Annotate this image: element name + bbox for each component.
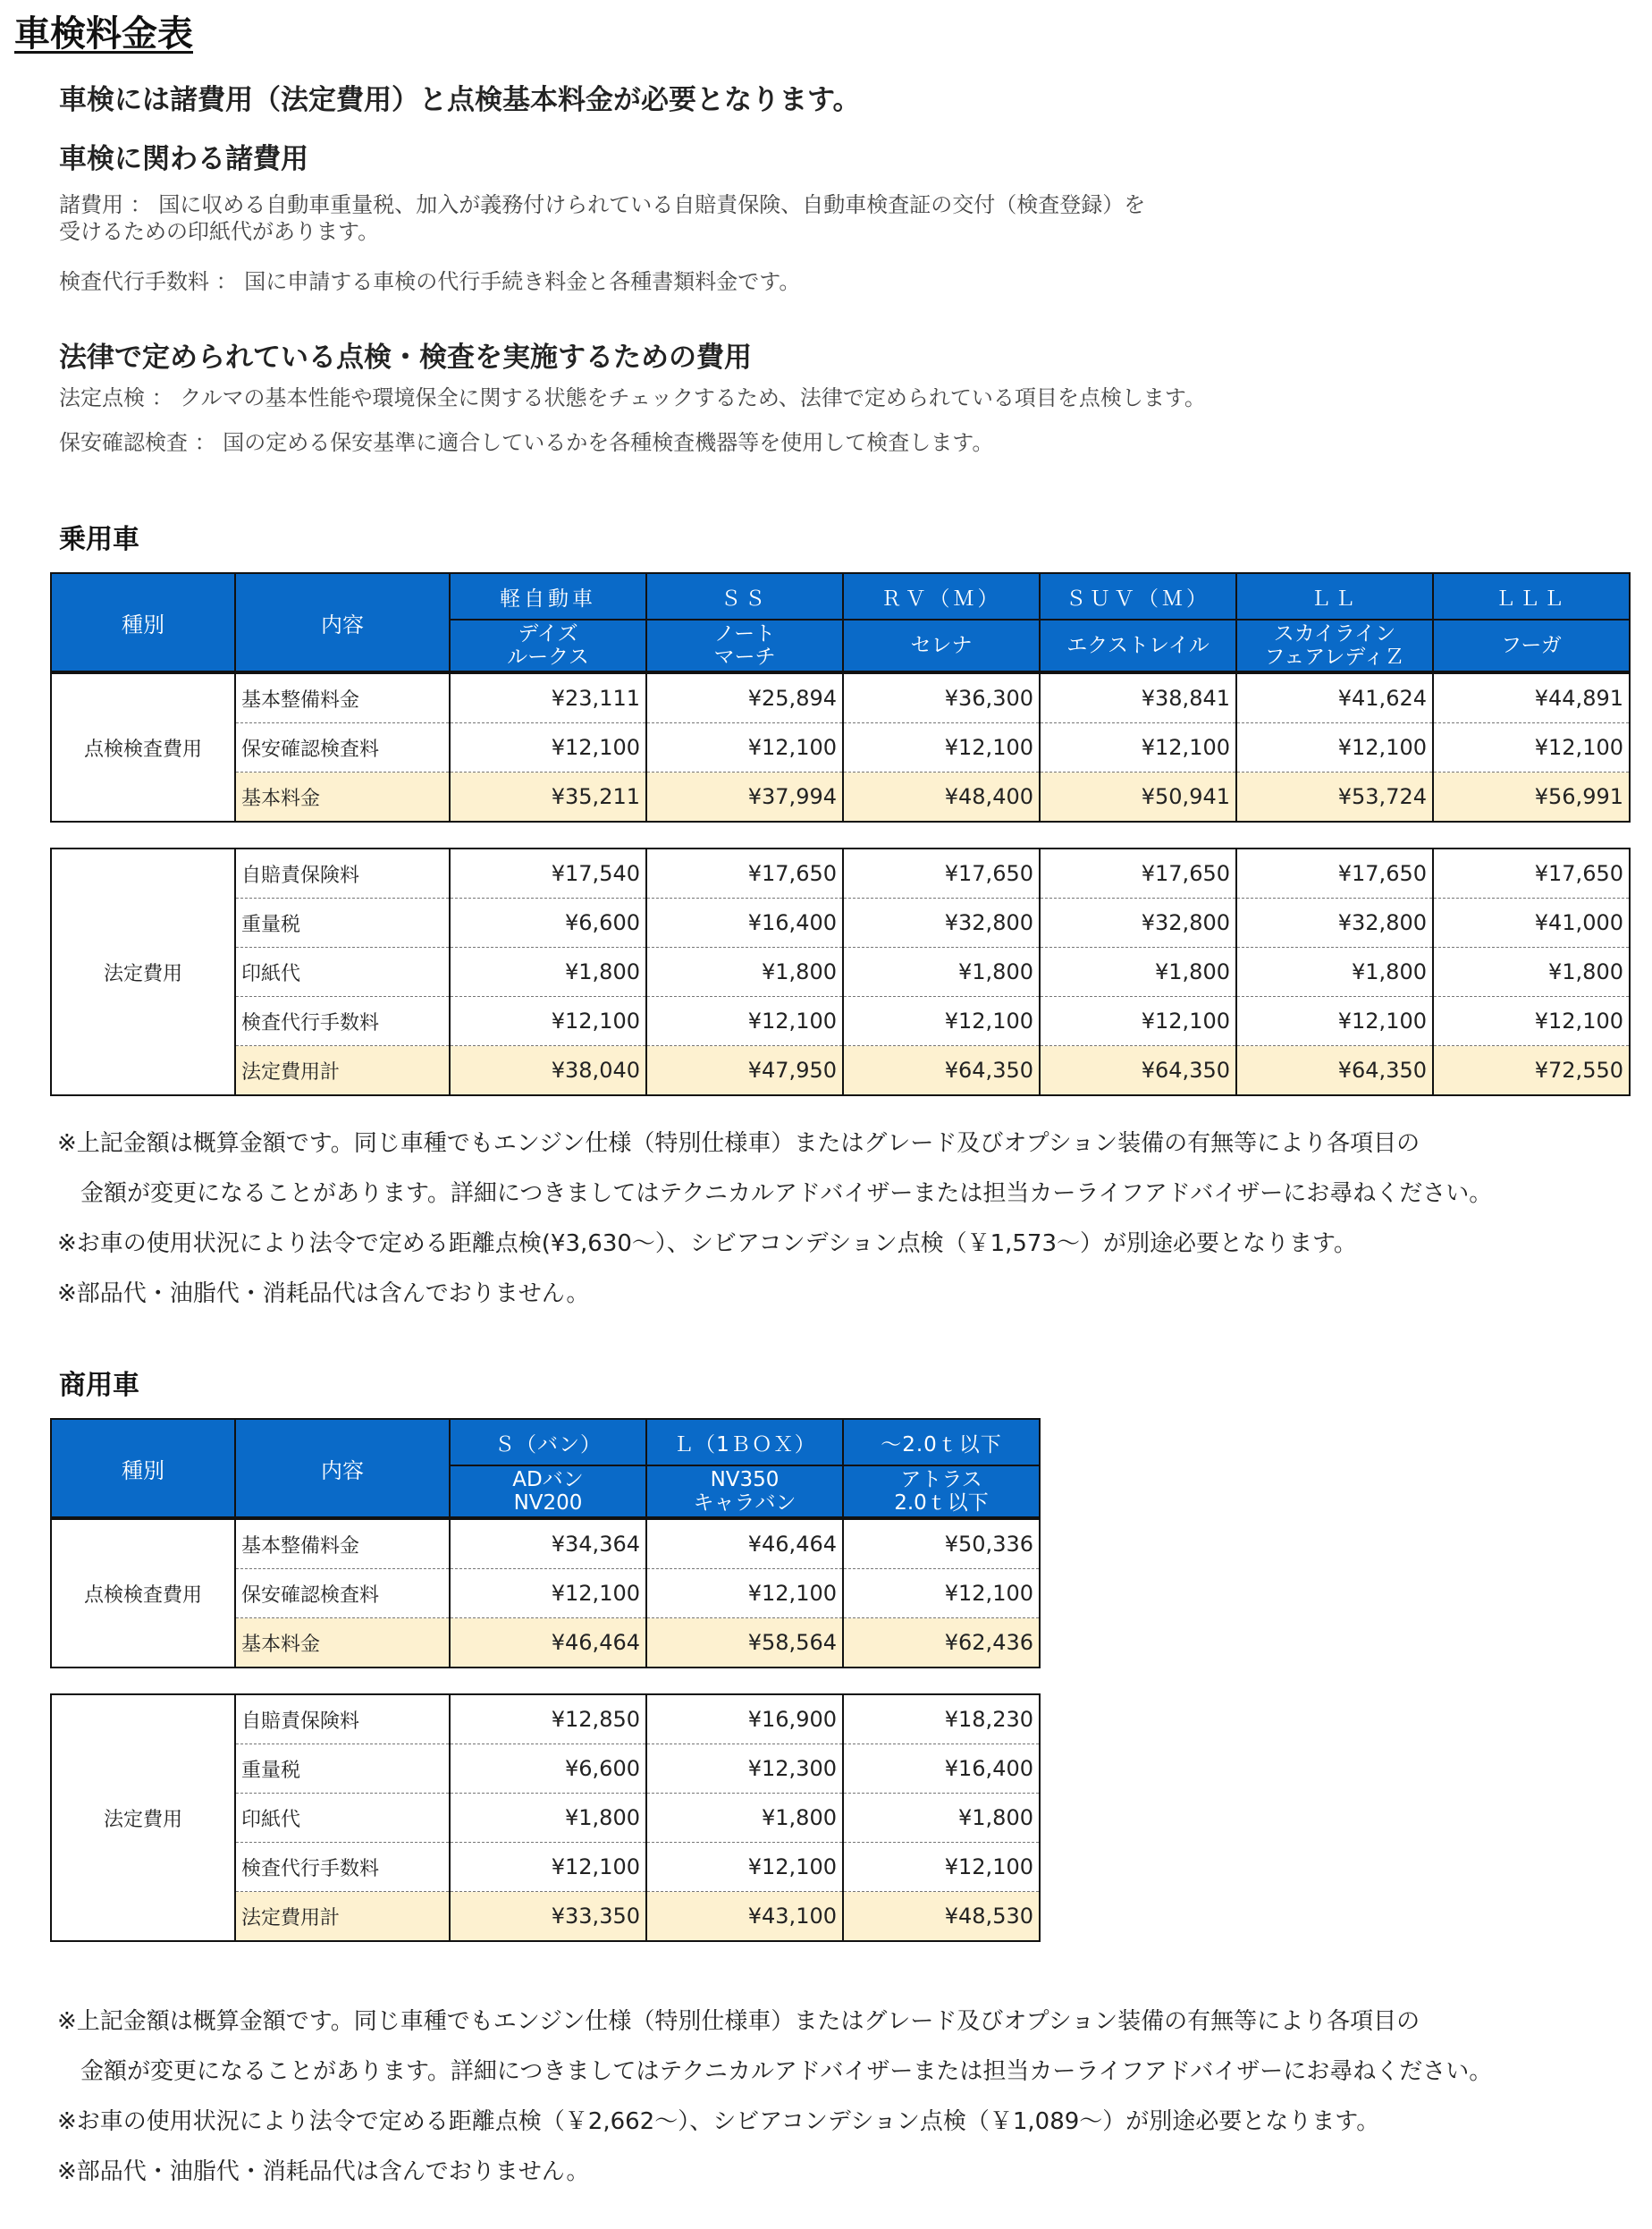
price-cell: ¥12,100 (450, 997, 646, 1046)
price-cell: ¥1,800 (646, 948, 843, 997)
commercial-note-2: 金額が変更になることがあります。詳細につきましてはテクニカルアドバイザーまたは担当カーライフアドバイザーにお尋ねください。 (57, 2058, 1493, 2085)
price-cell: ¥36,300 (843, 673, 1040, 723)
price-cell: ¥1,800 (450, 948, 646, 997)
commercial-inspection-table (50, 1518, 1041, 1668)
price-cell: ¥12,100 (1433, 997, 1630, 1046)
price-cell: ¥33,350 (450, 1892, 646, 1942)
row-label: 基本料金 (235, 773, 450, 823)
price-cell: ¥23,111 (450, 673, 646, 723)
price-cell: ¥62,436 (843, 1618, 1040, 1668)
price-cell: ¥56,991 (1433, 773, 1630, 823)
row-label: 基本料金 (235, 1618, 450, 1668)
price-cell: ¥12,100 (450, 1569, 646, 1618)
table-row (51, 723, 1630, 773)
price-cell: ¥12,100 (646, 1843, 843, 1892)
price-cell: ¥41,624 (1236, 673, 1433, 723)
passenger-model-header: デイズ ルークス (450, 620, 646, 671)
price-cell: ¥25,894 (646, 673, 843, 723)
price-cell: ¥44,891 (1433, 673, 1630, 723)
price-cell: ¥12,100 (1236, 997, 1433, 1046)
row-label: 基本整備料金 (235, 673, 450, 723)
price-cell: ¥16,400 (843, 1744, 1040, 1794)
group-label: 点検検査費用 (51, 1519, 235, 1668)
passenger-model-header: フーガ (1433, 620, 1630, 671)
price-cell: ¥43,100 (646, 1892, 843, 1942)
passenger-model-header: ノート マーチ (646, 620, 843, 671)
price-cell: ¥12,100 (646, 1569, 843, 1618)
price-cell: ¥17,650 (1236, 849, 1433, 899)
price-cell: ¥53,724 (1236, 773, 1433, 823)
law-heading: 法律で定められている点検・検査を実施するための費用 (59, 342, 752, 374)
price-cell: ¥12,100 (843, 1569, 1040, 1618)
table-row (51, 948, 1630, 997)
price-cell: ¥47,950 (646, 1046, 843, 1096)
row-label: 印紙代 (235, 1794, 450, 1843)
price-cell: ¥46,464 (450, 1618, 646, 1668)
price-cell: ¥1,800 (843, 948, 1040, 997)
price-cell: ¥12,100 (1040, 997, 1236, 1046)
price-cell: ¥12,100 (1236, 723, 1433, 773)
commercial-class-header: ～2.0ｔ以下 (843, 1419, 1040, 1465)
row-label: 法定費用計 (235, 1046, 450, 1096)
price-cell: ¥12,100 (646, 997, 843, 1046)
commercial-model-header: アトラス 2.0ｔ以下 (843, 1465, 1040, 1517)
passenger-class-header: ＬＬ (1236, 573, 1433, 620)
price-cell: ¥1,800 (450, 1794, 646, 1843)
price-cell: ¥1,800 (1040, 948, 1236, 997)
fees-heading: 車検に関わる諸費用 (59, 143, 308, 175)
passenger-class-header: ＳＳ (646, 573, 843, 620)
price-cell: ¥12,100 (843, 723, 1040, 773)
price-cell: ¥32,800 (1236, 899, 1433, 948)
page-title: 車検料金表 (14, 13, 193, 55)
price-cell: ¥16,400 (646, 899, 843, 948)
price-cell: ¥38,040 (450, 1046, 646, 1096)
price-cell: ¥6,600 (450, 1744, 646, 1794)
commercial-header-table (50, 1418, 1041, 1518)
price-cell: ¥41,000 (1433, 899, 1630, 948)
row-label: 重量税 (235, 899, 450, 948)
fees-line-1b: 受けるための印紙代があります。 (59, 219, 380, 244)
price-cell: ¥17,650 (646, 849, 843, 899)
commercial-note-4: ※部品代・油脂代・消耗品代は含んでおりません。 (57, 2158, 590, 2185)
commercial-class-header: Ｓ（バン） (450, 1419, 646, 1465)
table-row (51, 773, 1630, 823)
passenger-section-title: 乗用車 (59, 524, 139, 555)
table-row (51, 1519, 1040, 1569)
passenger-inspection-table (50, 672, 1631, 823)
price-cell: ¥12,100 (646, 723, 843, 773)
table-row (51, 1694, 1040, 1744)
price-cell: ¥46,464 (646, 1519, 843, 1569)
price-cell: ¥12,100 (1433, 723, 1630, 773)
price-cell: ¥32,800 (1040, 899, 1236, 948)
price-cell: ¥12,100 (843, 1843, 1040, 1892)
row-label: 重量税 (235, 1744, 450, 1794)
price-cell: ¥50,941 (1040, 773, 1236, 823)
row-label: 保安確認検査料 (235, 723, 450, 773)
price-cell: ¥12,300 (646, 1744, 843, 1794)
row-label: 印紙代 (235, 948, 450, 997)
passenger-note-3: ※お車の使用状況により法令で定める距離点検(¥3,630～）、シビアコンデション点検（￥1,573～）が別途必要となります。 (57, 1230, 1357, 1257)
price-cell: ¥16,900 (646, 1694, 843, 1744)
passenger-note-2: 金額が変更になることがあります。詳細につきましてはテクニカルアドバイザーまたは担当カーライフアドバイザーにお尋ねください。 (57, 1180, 1493, 1207)
row-label: 検査代行手数料 (235, 1843, 450, 1892)
table-row (51, 849, 1630, 899)
price-cell: ¥1,800 (646, 1794, 843, 1843)
row-label: 自賠責保険料 (235, 1694, 450, 1744)
commercial-class-header: Ｌ（1ＢＯＸ） (646, 1419, 843, 1465)
law-line-2: 保安確認検査 ： 国の定める保安基準に適合しているかを各種検査機器等を使用して検査します。 (59, 430, 994, 455)
price-cell: ¥32,800 (843, 899, 1040, 948)
price-cell: ¥50,336 (843, 1519, 1040, 1569)
price-cell: ¥58,564 (646, 1618, 843, 1668)
price-cell: ¥17,650 (1433, 849, 1630, 899)
price-cell: ¥38,841 (1040, 673, 1236, 723)
price-cell: ¥64,350 (843, 1046, 1040, 1096)
price-cell: ¥12,850 (450, 1694, 646, 1744)
fees-line-2: 検査代行手数料 ： 国に申請する車検の代行手続き料金と各種書類料金です。 (59, 269, 801, 294)
table-row (51, 997, 1630, 1046)
law-line-1: 法定点検 ： クルマの基本性能や環境保全に関する状態をチェックするため、法律で定められている項目を点検します。 (59, 385, 1206, 410)
price-cell: ¥1,800 (1236, 948, 1433, 997)
passenger-class-header: ＲＶ（Ｍ） (843, 573, 1040, 620)
passenger-content-header: 内容 (235, 573, 450, 671)
table-row (51, 1046, 1630, 1096)
price-cell: ¥12,100 (450, 1843, 646, 1892)
price-cell: ¥1,800 (843, 1794, 1040, 1843)
passenger-model-header: スカイライン フェアレディＺ (1236, 620, 1433, 671)
price-cell: ¥12,100 (843, 997, 1040, 1046)
row-label: 保安確認検査料 (235, 1569, 450, 1618)
commercial-model-header: NV350 キャラバン (646, 1465, 843, 1517)
group-label: 法定費用 (51, 849, 235, 1095)
commercial-legal-table (50, 1693, 1041, 1942)
lead-text: 車検には諸費用（法定費用）と点検基本料金が必要となります。 (59, 84, 861, 116)
row-label: 自賠責保険料 (235, 849, 450, 899)
passenger-header-table (50, 572, 1631, 672)
passenger-model-header: エクストレイル (1040, 620, 1236, 671)
price-cell: ¥6,600 (450, 899, 646, 948)
price-cell: ¥64,350 (1040, 1046, 1236, 1096)
passenger-class-header: 軽自動車 (450, 573, 646, 620)
price-cell: ¥34,364 (450, 1519, 646, 1569)
passenger-class-header: ＳＵＶ（Ｍ） (1040, 573, 1236, 620)
row-label: 基本整備料金 (235, 1519, 450, 1569)
price-cell: ¥1,800 (1433, 948, 1630, 997)
table-row (51, 899, 1630, 948)
commercial-model-header: ADバン NV200 (450, 1465, 646, 1517)
passenger-kind-header: 種別 (51, 573, 235, 671)
group-label: 点検検査費用 (51, 673, 235, 822)
price-cell: ¥18,230 (843, 1694, 1040, 1744)
fees-line-1a: 諸費用 ： 国に収める自動車重量税、加入が義務付けられている自賠責保険、自動車検査証の交付（検査登録）を (59, 192, 1146, 217)
passenger-legal-table (50, 848, 1631, 1096)
row-label: 法定費用計 (235, 1892, 450, 1942)
price-cell: ¥35,211 (450, 773, 646, 823)
price-cell: ¥17,540 (450, 849, 646, 899)
passenger-note-4: ※部品代・油脂代・消耗品代は含んでおりません。 (57, 1280, 590, 1307)
group-label: 法定費用 (51, 1694, 235, 1941)
table-row (51, 673, 1630, 723)
passenger-note-1: ※上記金額は概算金額です。同じ車種でもエンジン仕様（特別仕様車）またはグレード及びオプション装備の有無等により各項目の (57, 1130, 1420, 1157)
price-cell: ¥37,994 (646, 773, 843, 823)
price-cell: ¥17,650 (1040, 849, 1236, 899)
passenger-class-header: ＬＬＬ (1433, 573, 1630, 620)
price-cell: ¥17,650 (843, 849, 1040, 899)
price-cell: ¥64,350 (1236, 1046, 1433, 1096)
price-cell: ¥12,100 (450, 723, 646, 773)
price-cell: ¥48,530 (843, 1892, 1040, 1942)
commercial-section-title: 商用車 (59, 1370, 139, 1401)
commercial-note-1: ※上記金額は概算金額です。同じ車種でもエンジン仕様（特別仕様車）またはグレード及びオプション装備の有無等により各項目の (57, 2008, 1420, 2035)
price-cell: ¥72,550 (1433, 1046, 1630, 1096)
price-cell: ¥48,400 (843, 773, 1040, 823)
row-label: 検査代行手数料 (235, 997, 450, 1046)
passenger-model-header: セレナ (843, 620, 1040, 671)
price-cell: ¥12,100 (1040, 723, 1236, 773)
commercial-note-3: ※お車の使用状況により法令で定める距離点検（￥2,662～）、シビアコンデション点検（￥1,089～）が別途必要となります。 (57, 2108, 1380, 2135)
commercial-content-header: 内容 (235, 1419, 450, 1517)
commercial-kind-header: 種別 (51, 1419, 235, 1517)
